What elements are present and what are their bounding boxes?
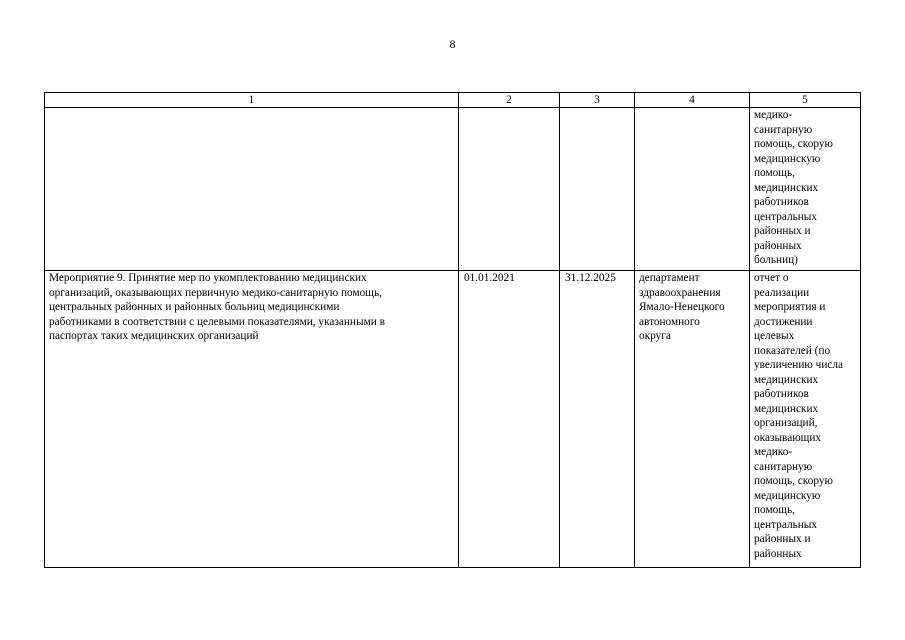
header-cell-1: 1 [45, 93, 459, 108]
start-date-text: 01.01.2021 [464, 272, 515, 284]
table-row [45, 271, 861, 568]
result-text: отчет о реализации мероприятия и достижении целевых показателей (по увеличению числа медицинских работников медицинских организаций, оказывающих медико- санитарную помощь, скорую медицинскую помощь, центральных районных и районных [754, 272, 844, 560]
responsible-cell [635, 271, 750, 568]
responsible-text: департамент здравоохранения Ямало-Ненецкого автономного округа [639, 272, 725, 342]
end-date-cell [560, 271, 635, 568]
header-cell-3: 3 [560, 93, 635, 108]
header-cell-2: 2 [459, 93, 560, 108]
measure-cell [45, 271, 459, 568]
continuation-cell-1 [45, 108, 459, 271]
continuation-result-text: медико- санитарную помощь, скорую медицинскую помощь, медицинских работников центральных районных и районных больниц) [754, 109, 833, 266]
measures-table [44, 92, 861, 568]
end-date-text: 31.12.2025 [565, 272, 616, 284]
header-cell-5: 5 [750, 93, 861, 108]
table-header-row [45, 93, 861, 108]
header-cell-4: 4 [635, 93, 750, 108]
measure-text: Мероприятие 9. Принятие мер по укомплектованию медицинских организаций, оказывающих первичную медико-санитарную помощь, центральных районных и районных больниц медицинскими работниками в соответствии с целевыми показателями, указанными в паспортах таких медицинских организаций [49, 272, 385, 342]
start-date-cell [459, 271, 560, 568]
result-cell [750, 271, 861, 568]
table-row-continuation [45, 108, 861, 271]
continuation-cell-3 [560, 108, 635, 271]
continuation-cell-5 [750, 108, 861, 271]
continuation-cell-2 [459, 108, 560, 271]
page-number: 8 [449, 37, 456, 51]
continuation-cell-4 [635, 108, 750, 271]
